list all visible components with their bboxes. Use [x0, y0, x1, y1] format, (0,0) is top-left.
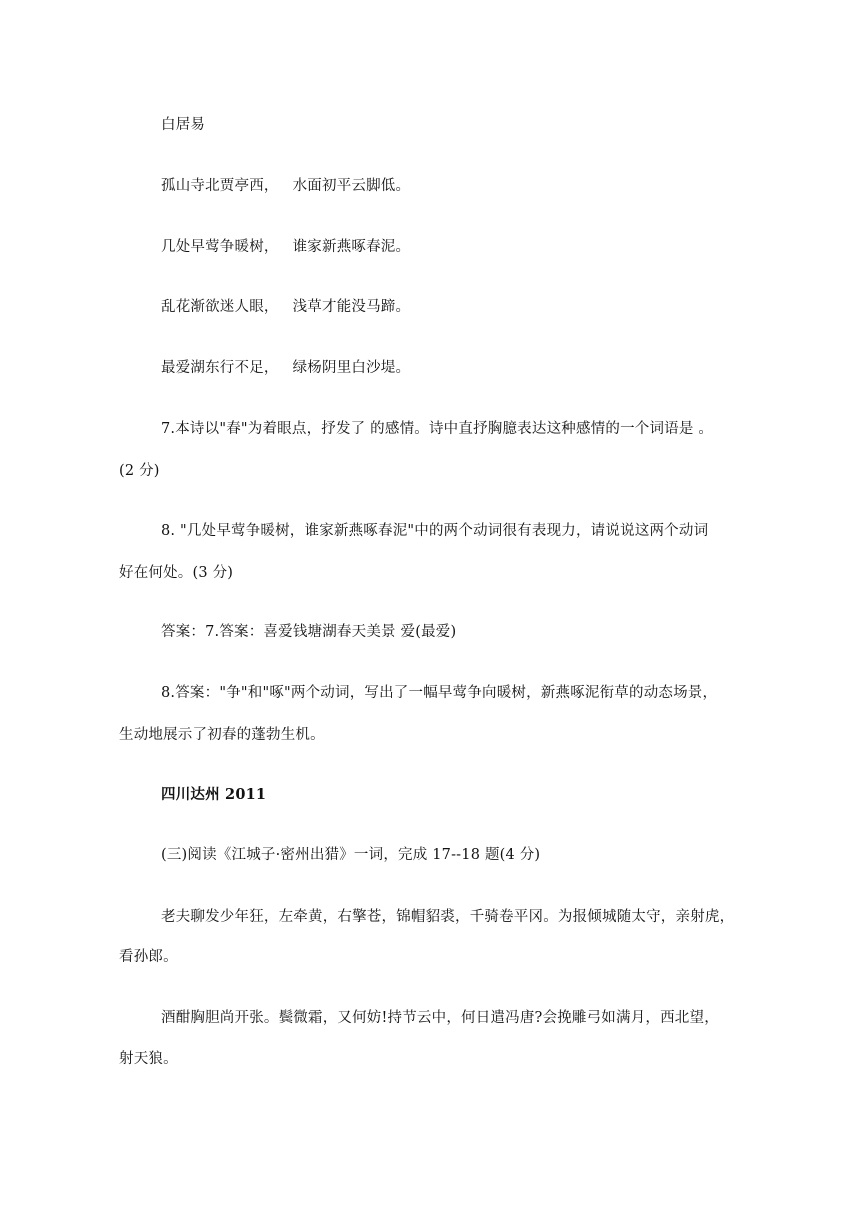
- section-heading: 四川达州 2011: [161, 786, 267, 803]
- poem-author: 白居易: [161, 117, 206, 133]
- poem-line-4: [161, 359, 410, 377]
- poem-line-2-first: 几处早莺争暖树，: [161, 239, 279, 255]
- poem-line-2: [161, 238, 410, 256]
- answer-7: 答案：7.答案：喜爱钱塘湖春天美景 爱(最爱): [161, 624, 457, 640]
- question-8-line-1: 8. "几处早莺争暖树，谁家新燕啄春泥"中的两个动词很有表现力，请说说这两个动词: [161, 523, 709, 539]
- section-instruction: (三)阅读《江城子·密州出猎》一词，完成 17--18 题(4 分): [161, 847, 541, 863]
- ci-para-2-line-2: 射天狼。: [119, 1051, 178, 1067]
- answer-8-line-2: 生动地展示了初春的蓬勃生机。: [119, 727, 325, 743]
- question-7-line-2: (2 分): [119, 463, 160, 479]
- ci-para-2-line-1: 酒酣胸胆尚开张。鬓微霜，又何妨!持节云中，何日遣冯唐?会挽雕弓如满月，西北望，: [161, 1010, 719, 1026]
- poem-line-4-second: 绿杨阴里白沙堤。: [292, 360, 411, 376]
- poem-line-3-second: 浅草才能没马蹄。: [292, 299, 411, 315]
- poem-line-1-second: 水面初平云脚低。: [292, 178, 411, 194]
- poem-line-4-first: 最爱湖东行不足，: [161, 360, 279, 376]
- question-8-line-2: 好在何处。(3 分): [119, 565, 234, 581]
- answer-8-line-1: 8.答案："争"和"啄"两个动词，写出了一幅早莺争向暖树，新燕啄泥衔草的动态场景，: [161, 685, 718, 701]
- poem-line-2-second: 谁家新燕啄春泥。: [292, 239, 411, 255]
- poem-line-3: [161, 298, 410, 316]
- poem-line-1: [161, 177, 410, 195]
- ci-para-1-line-2: 看孙郎。: [119, 949, 178, 965]
- poem-line-3-first: 乱花渐欲迷人眼，: [161, 299, 279, 315]
- question-7-line-1: 7.本诗以"春"为着眼点，抒发了 的感情。诗中直抒胸臆表达这种感情的一个词语是 。: [161, 421, 714, 437]
- ci-para-1-line-1: 老夫聊发少年狂，左牵黄，右擎苍，锦帽貂裘，千骑卷平冈。为报倾城随太守，亲射虎，: [161, 909, 735, 925]
- poem-line-1-first: 孤山寺北贾亭西，: [161, 178, 279, 194]
